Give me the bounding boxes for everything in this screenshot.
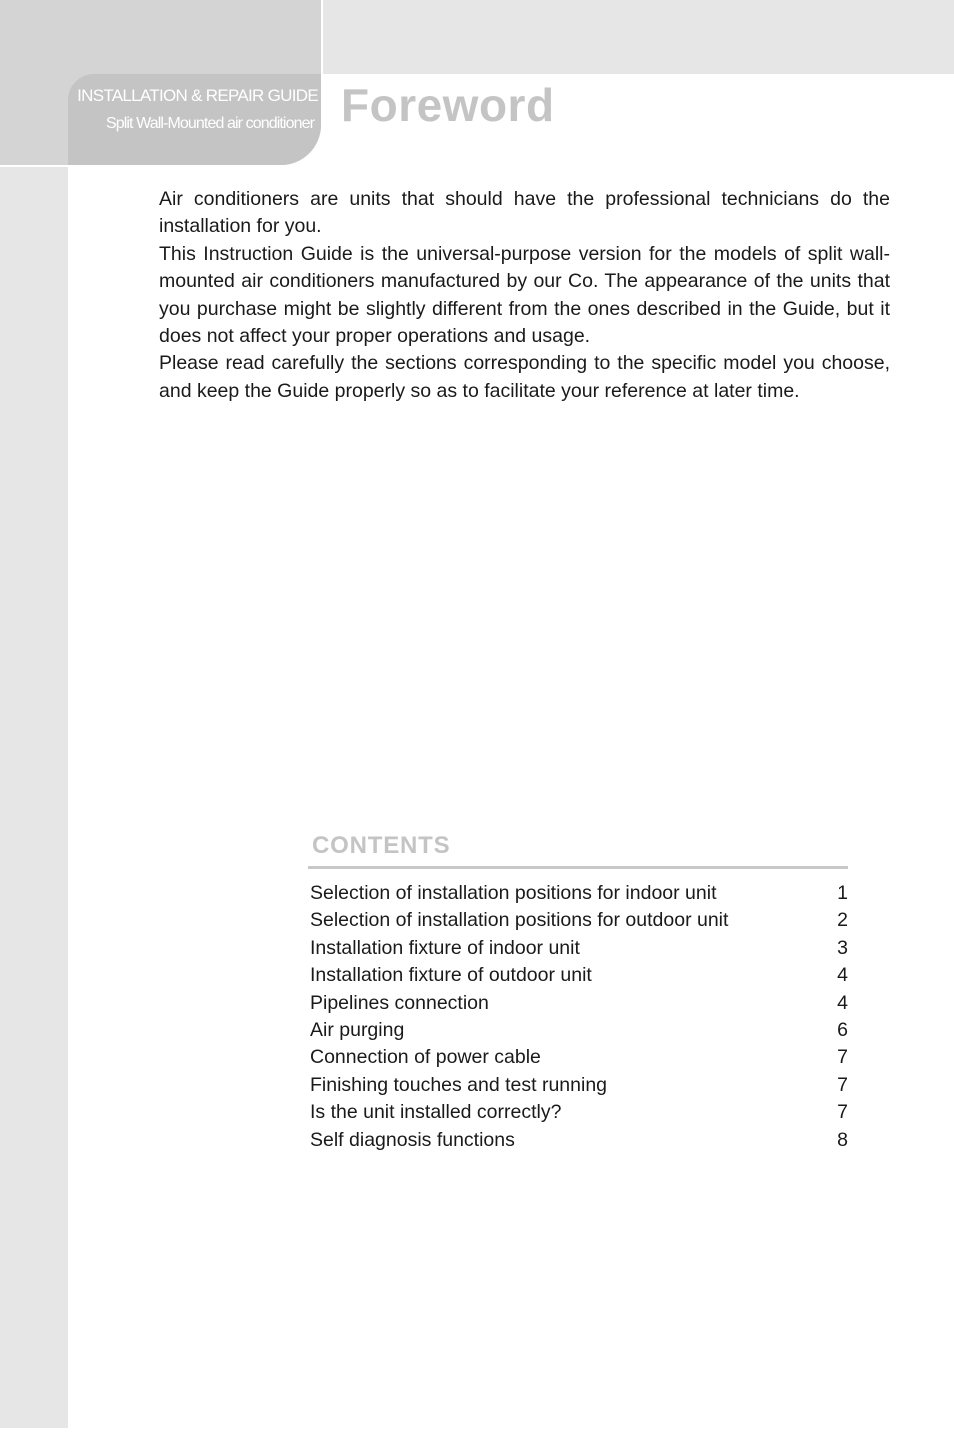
foreword-text xyxy=(159,186,890,405)
margin-divider xyxy=(0,165,68,167)
guide-title: INSTALLATION & REPAIR GUIDE xyxy=(77,86,318,105)
toc-entry-page: 7 xyxy=(837,1046,848,1069)
toc-entry-page: 7 xyxy=(837,1073,848,1096)
toc-entry-page: 8 xyxy=(837,1128,848,1151)
contents-divider xyxy=(308,866,848,869)
toc-entry-page: 1 xyxy=(837,882,848,904)
guide-label-tab xyxy=(68,74,321,165)
toc-entry-page: 2 xyxy=(837,909,848,932)
toc-entry[interactable] xyxy=(310,1127,848,1154)
page-title: Foreword xyxy=(341,79,555,131)
toc-entry[interactable] xyxy=(310,1044,848,1071)
toc-entry[interactable] xyxy=(310,907,848,934)
toc-entry-label: Selection of installation positions for indoor unit xyxy=(310,882,717,904)
header-divider xyxy=(321,0,323,74)
foreword-paragraph: Please read carefully the sections corresponding to the specific model you choose, and keep the Guide properly so as to facilitate your reference at later time. xyxy=(159,352,890,402)
toc-entry[interactable] xyxy=(310,1017,848,1044)
toc-entry-label: Selection of installation positions for outdoor unit xyxy=(310,909,729,932)
toc-entry-label: Connection of power cable xyxy=(310,1046,541,1069)
toc-entry-label: Self diagnosis functions xyxy=(310,1128,515,1151)
guide-subtitle: Split Wall-Mounted air conditioner xyxy=(105,115,314,132)
toc-entry-label: Finishing touches and test running xyxy=(310,1073,608,1096)
toc-entry-label: Air purging xyxy=(310,1018,405,1041)
toc-entry[interactable] xyxy=(310,935,848,962)
toc-entry-page: 4 xyxy=(837,991,848,1014)
toc-entry[interactable] xyxy=(310,962,848,989)
toc-entry-page: 3 xyxy=(837,936,848,959)
toc-entry[interactable] xyxy=(310,880,848,907)
toc-entry[interactable] xyxy=(310,990,848,1017)
contents-heading: CONTENTS xyxy=(312,832,451,859)
toc-entry-label: Is the unit installed correctly? xyxy=(310,1101,562,1124)
toc-entry-page: 4 xyxy=(837,964,848,987)
toc-entry-label: Installation fixture of indoor unit xyxy=(310,936,580,959)
foreword-paragraph: Air conditioners are units that should have the professional technicians do the installation for you. xyxy=(159,188,890,238)
toc-entry-label: Installation fixture of outdoor unit xyxy=(310,964,592,987)
left-margin-band xyxy=(0,0,68,1428)
toc-entry[interactable] xyxy=(310,1099,848,1126)
table-of-contents xyxy=(310,880,848,1154)
foreword-paragraph: This Instruction Guide is the universal-purpose version for the models of split wall-mounted air conditioners manufactured by our Co. The appearance of the units that you purchase might be slightly different from the ones described in the Guide, but it does not affect your proper operations and usage. xyxy=(159,242,890,348)
toc-entry-page: 6 xyxy=(837,1018,848,1041)
toc-entry-page: 7 xyxy=(837,1101,848,1124)
toc-entry[interactable] xyxy=(310,1072,848,1099)
toc-entry-label: Pipelines connection xyxy=(310,991,489,1014)
